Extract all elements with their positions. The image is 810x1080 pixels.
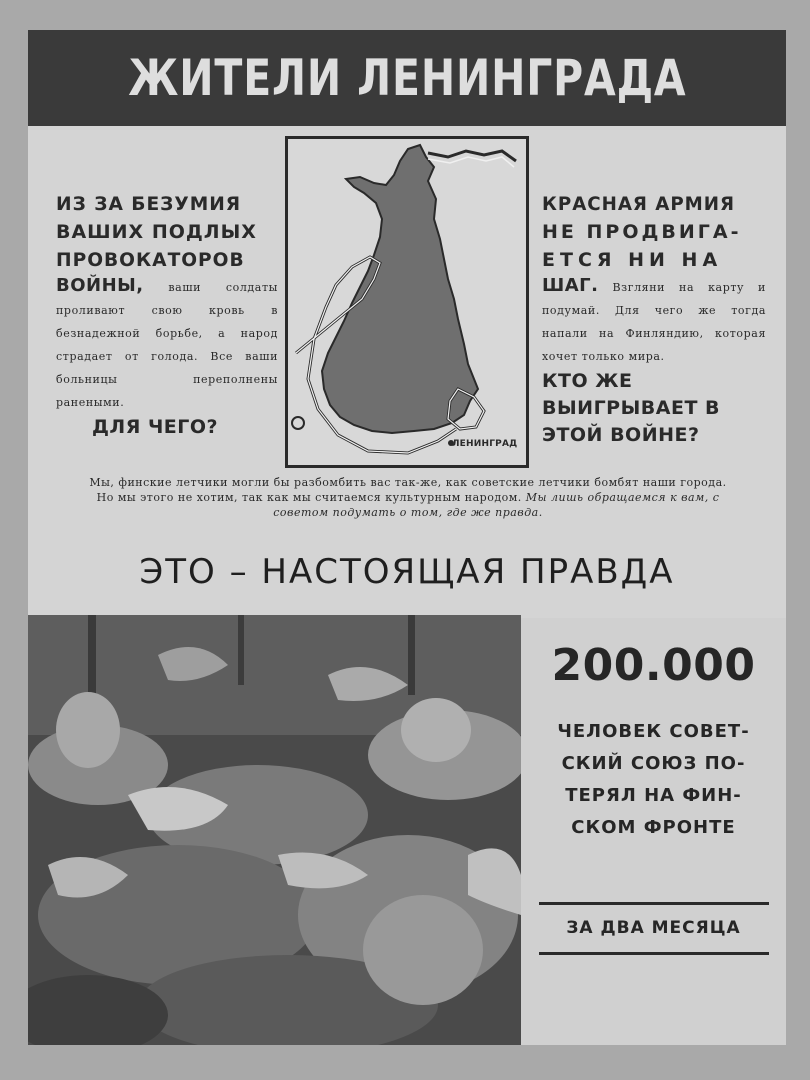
caption-line-4: СКОМ ФРОНТЕ <box>571 817 736 838</box>
stats-panel <box>521 618 786 1045</box>
right-body <box>542 274 766 368</box>
left-lead: ВОЙНЫ, <box>56 275 144 296</box>
right-body-text: Взгляни на карту и подумай. Для чего же тогда напали на Финляндию, которая хочет только мира. <box>542 281 766 363</box>
right-question: КТО ЖЕ ВЫИГРЫВАЕТ В ЭТОЙ ВОЙНЕ? <box>542 370 721 446</box>
title-banner <box>28 30 786 126</box>
divider-bottom <box>539 952 769 955</box>
caption-line-3: ТЕРЯЛ НА ФИН- <box>565 785 742 806</box>
war-casualties-photo-icon <box>28 615 521 1045</box>
pilots-message-regular: Мы, финские летчики могли бы разбомбить вас так-же, как советские летчики бомбят наши города. Но мы этого не хотим, так как мы считаемся культурным народом. <box>89 476 727 504</box>
right-line-1: КРАСНАЯ АРМИЯ <box>542 193 735 215</box>
left-column <box>56 190 278 441</box>
duration-label: ЗА ДВА МЕСЯЦА <box>566 918 741 938</box>
left-body-text: ваши солдаты проливают свою кровь в безнадежной борьбе, а народ страдает от голода. Все ваши больницы переполнены ранеными. <box>56 281 278 409</box>
caption-line-1: ЧЕЛОВЕК СОВЕТ- <box>557 721 750 742</box>
right-line-3: ЕТСЯ НИ НА <box>542 249 723 271</box>
left-question: ДЛЯ ЧЕГО? <box>92 416 219 438</box>
pilots-message-italic: Мы лишь обращаемся к вам, с советом подумать о том, где же правда. <box>273 491 720 519</box>
propaganda-poster <box>28 30 786 1045</box>
left-line-3: ПРОВОКАТОРОВ <box>56 249 245 271</box>
poster-title: ЖИТЕЛИ ЛЕНИНГРАДА <box>127 49 687 107</box>
right-line-2: НЕ ПРОДВИГА- <box>542 221 742 243</box>
caption-line-2: СКИЙ СОЮЗ ПО- <box>561 753 746 774</box>
casualties-photo <box>28 615 521 1045</box>
leningrad-label: ЛЕНИНГРАД <box>452 439 518 449</box>
right-lead: ШАГ. <box>542 275 599 296</box>
finland-map-icon <box>288 139 526 465</box>
left-line-2: ВАШИХ ПОДЛЫХ <box>56 221 257 243</box>
right-column <box>542 190 766 449</box>
map-of-finland <box>285 136 529 468</box>
divider-top <box>539 902 769 905</box>
pilots-message <box>88 475 728 520</box>
casualty-caption <box>521 716 786 844</box>
headline: ЭТО – НАСТОЯЩАЯ ПРАВДА <box>139 552 675 592</box>
casualty-number: 200.000 <box>551 640 756 691</box>
left-body <box>56 274 278 414</box>
left-line-1: ИЗ ЗА БЕЗУМИЯ <box>56 193 242 215</box>
